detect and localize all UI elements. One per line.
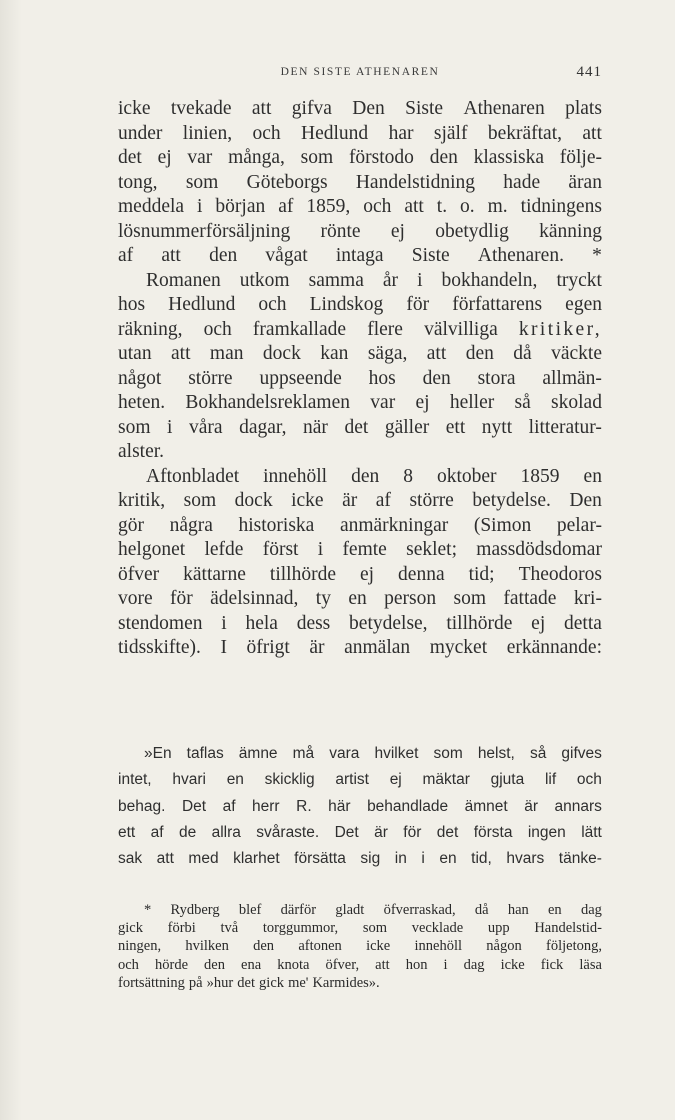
body-text-line: tidsskifte). I öfrigt är anmälan mycket erkännande:: [118, 637, 602, 658]
body-text-line: vore för ädelsinnad, ty en person som fattade kri-: [118, 588, 602, 609]
body-text-line: meddela i början af 1859, och att t. o. m. tidningens: [118, 196, 602, 217]
body-text-line: gör några historiska anmärkningar (Simon pelar-: [118, 514, 602, 536]
body-text-line: stendomen i hela dess betydelse, tillhörde ej detta: [118, 612, 602, 634]
running-title: DEN SISTE ATHENAREN: [280, 66, 440, 78]
body-text-line: icke tvekade att gifva Den Siste Athenaren plats: [118, 98, 602, 119]
page-number: 441: [576, 64, 602, 80]
quote-text-line: »En taflas ämne må vara hvilket som helst, så gifves: [144, 745, 602, 762]
footnote-text-line: fortsättning på »hur det gick me' Karmides».: [118, 974, 380, 991]
emphasized-word: kritiker,: [518, 318, 602, 340]
footnote-text-line: gick förbi två torggummor, som vecklade upp Handelstid-: [118, 920, 602, 937]
body-text-line: kritik, som dock icke är af större betydelse. Den: [118, 490, 602, 511]
block-quote: [118, 741, 602, 872]
body-text-line: af att den vågat intaga Siste Athenaren. *: [118, 245, 602, 266]
body-text-line: alster.: [118, 441, 165, 462]
quote-text-line: sak att med klarhet försätta sig in i en tid, hvars tänke-: [118, 850, 602, 868]
page-edge-shadow: [0, 0, 22, 1120]
quote-text-line: behag. Det af herr R. här behandlade ämnet är annars: [118, 797, 602, 815]
page-header: [118, 66, 602, 88]
body-text-line: Aftonbladet innehöll den 8 oktober 1859 en: [146, 465, 602, 487]
body-text-line: heten. Bokhandelsreklamen var ej heller så skolad: [118, 392, 602, 413]
footnote: [118, 901, 602, 992]
body-text-line: under linien, och Hedlund har själf bekräftat, att: [118, 122, 602, 144]
body-text-line: hos Hedlund och Lindskog för författarens egen: [118, 294, 602, 315]
body-text-line: som i våra dagar, när det gäller ett nytt litteratur-: [118, 416, 602, 438]
body-text-line: öfver kättarne tillhörde ej denna tid; Theodoros: [118, 563, 602, 585]
body-text-line: helgonet lefde först i femte seklet; massdödsdomar: [118, 539, 602, 560]
body-text-line: något större uppseende hos den stora allmän-: [118, 367, 602, 389]
body-text-line: det ej var många, som förstodo den klassiska följe-: [118, 147, 602, 168]
main-text: [118, 97, 602, 661]
body-text-line: utan att man dock kan säga, att den då väckte: [118, 343, 602, 364]
quote-text-line: intet, hvari en skicklig artist ej mäktar gjuta lif och: [118, 771, 602, 789]
body-text-line: räkning, och framkallade flere välvilliga kritiker,: [118, 318, 602, 343]
body-text-line: Romanen utkom samma år i bokhandeln, tryckt: [146, 269, 602, 291]
footnote-text-line: * Rydberg blef därför gladt öfverraskad, då han en dag: [144, 902, 602, 918]
footnote-text-line: och hörde den ena knota öfver, att hon i dag icke fick läsa: [118, 956, 602, 973]
body-text-line: lösnummerförsäljning rönte ej obetydlig känning: [118, 220, 602, 242]
footnote-text-line: ningen, hvilken den aftonen icke innehöll någon följetong,: [118, 938, 602, 955]
body-text-line: tong, som Göteborgs Handelstidning hade äran: [118, 171, 602, 193]
quote-text-line: ett af de allra svåraste. Det är för det första ingen lätt: [118, 823, 602, 841]
